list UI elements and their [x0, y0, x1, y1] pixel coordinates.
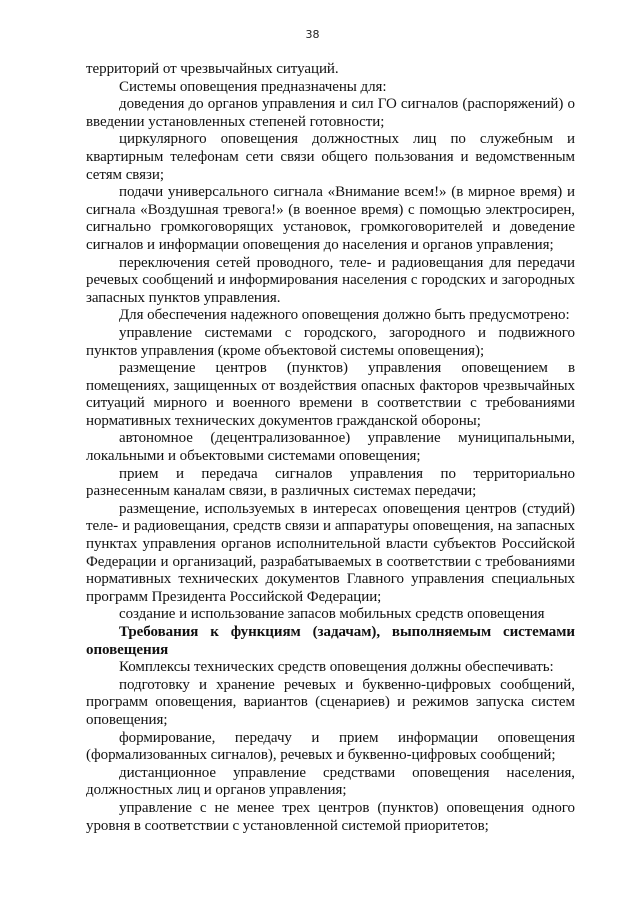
paragraph: циркулярного оповещения должностных лиц по служебным и квартирным телефонам сети связи общего пользования и ведомственным сетям связи; [86, 131, 575, 183]
section-heading: Требования к функциям (задачам), выполняемым системами оповещения [86, 624, 575, 658]
paragraph: Для обеспечения надежного оповещения должно быть предусмотрено: [119, 307, 570, 324]
paragraph: размещение, используемых в интересах оповещения центров (студий) теле- и радиовещания, средств связи и аппаратуры оповещения, на запасных пунктах управления органов исполнительной власти субъектов Российской Федерации и организаций, разрабатываемых в соответствии с требованиями нормативных технических документов Главного управления специальных программ Президента Российской Федерации; [86, 500, 575, 605]
paragraph: Комплексы технических средств оповещения должны обеспечивать: [119, 659, 554, 676]
paragraph: дистанционное управление средствами оповещения населения, должностных лиц и органов управления; [86, 764, 575, 799]
paragraph: управление системами с городского, загородного и подвижного пунктов управления (кроме объектовой системы оповещения); [86, 324, 575, 359]
paragraph: автономное (децентрализованное) управление муниципальными, локальными и объектовыми системами оповещения; [86, 430, 575, 465]
page-number: 38 [305, 28, 320, 41]
paragraph: формирование, передачу и прием информации оповещения (формализованных сигналов), речевых и буквенно-цифровых сообщений; [86, 729, 575, 764]
paragraph: подготовку и хранение речевых и буквенно-цифровых сообщений, программ оповещения, вариантов (сценариев) и режимов запуска систем оповещения; [86, 676, 575, 728]
paragraph: доведения до органов управления и сил ГО сигналов (распоряжений) о введении установленных степеней готовности; [86, 96, 575, 130]
document-body [86, 61, 575, 835]
paragraph: создание и использование запасов мобильных средств оповещения [119, 606, 545, 623]
paragraph: прием и передача сигналов управления по территориально разнесенным каналам связи, в различных системах передачи; [86, 465, 575, 500]
paragraph: управление с не менее трех центров (пунктов) оповещения одного уровня в соответствии с установленной системой приоритетов; [86, 799, 575, 834]
paragraph: территорий от чрезвычайных ситуаций. [86, 61, 339, 77]
paragraph: размещение центров (пунктов) управления оповещением в помещениях, защищенных от воздействия опасных факторов чрезвычайных ситуаций мирного и военного времени в соответствии с требованиями нормативных технических документов гражданской обороны; [86, 360, 575, 429]
paragraph: подачи универсального сигнала «Внимание всем!» (в мирное время) и сигнала «Воздушная тревога!» (в военное время) с помощью электросирен, сигнально громкоговорящих установок, громкоговорителей и доведение сигналов и информации оповещения до населения и органов управления; [86, 184, 575, 253]
paragraph: переключения сетей проводного, теле- и радиовещания для передачи речевых сообщений и информирования населения с городских и загородных запасных пунктов управления. [86, 254, 575, 306]
paragraph: Системы оповещения предназначены для: [119, 78, 387, 95]
